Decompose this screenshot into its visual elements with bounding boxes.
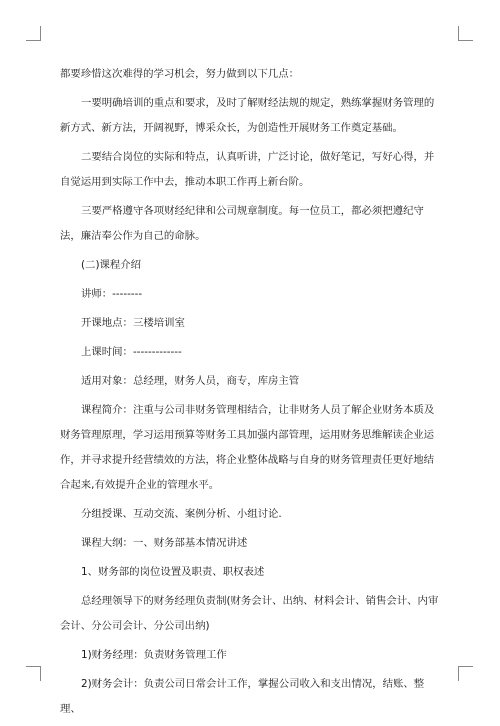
- outline-line: 课程大纲：一、财务部基本情况讲述: [81, 537, 248, 549]
- audience-line: 适用对象：总经理，财务人员，商专，库房主管: [81, 375, 300, 387]
- location-line: 开课地点：三楼培训室: [81, 317, 185, 329]
- crop-mark-top-right: [458, 26, 473, 41]
- crop-mark-bottom-right: [458, 666, 473, 681]
- crop-mark-bottom-left: [26, 666, 41, 681]
- list-item: 2)财务会计：负责公司日常会计工作，掌握公司收入和支出情况，结账、整理、: [60, 678, 425, 715]
- time-line: 上课时间：-------------: [81, 346, 182, 358]
- crop-mark-top-left: [26, 26, 41, 41]
- section-heading: (二)课程介绍: [81, 259, 142, 271]
- course-intro: 课程简介：注重与公司非财务管理相结合，让非财务人员了解企业财务本质及财务管理原理，学习运用预算等财务工具加强内部管理，运用财务思维解读企业运作，并寻求提升经营绩效的方法，将企业整体战略与自身的财务管理责任更好地结合起来,有效提升企业的管理水平。: [60, 404, 435, 491]
- paragraph: 都要珍惜这次难得的学习机会，努力做到以下几点：: [60, 68, 299, 80]
- paragraph: 总经理领导下的财务经理负责制(财务会计、出纳、材料会计、销售会计、内审会计、分公司会计、分公司出纳): [60, 595, 439, 632]
- document-body: [60, 62, 440, 726]
- paragraph: 二要结合岗位的实际和特点，认真听讲，广泛讨论，做好笔记，写好心得，并自觉运用到实际工作中去，推动本职工作再上新台阶。: [60, 151, 435, 188]
- list-item: 1)财务经理：负责财务管理工作: [81, 649, 227, 661]
- instructor-line: 讲师：--------: [81, 288, 143, 300]
- paragraph: 三要严格遵守各项财经纪律和公司规章制度。每一位员工，都必须把遵纪守法，廉洁奉公作为自己的命脉。: [60, 205, 424, 242]
- paragraph: 分组授课、互动交流、案例分析、小组讨论.: [81, 508, 282, 520]
- paragraph: 一要明确培训的重点和要求，及时了解财经法规的规定，熟练掌握财务管理的新方式、新方法，开阔视野，博采众长，为创造性开展财务工作奠定基础。: [60, 97, 435, 134]
- outline-item: 1、财务部的岗位设置及职责、职权表述: [81, 566, 265, 578]
